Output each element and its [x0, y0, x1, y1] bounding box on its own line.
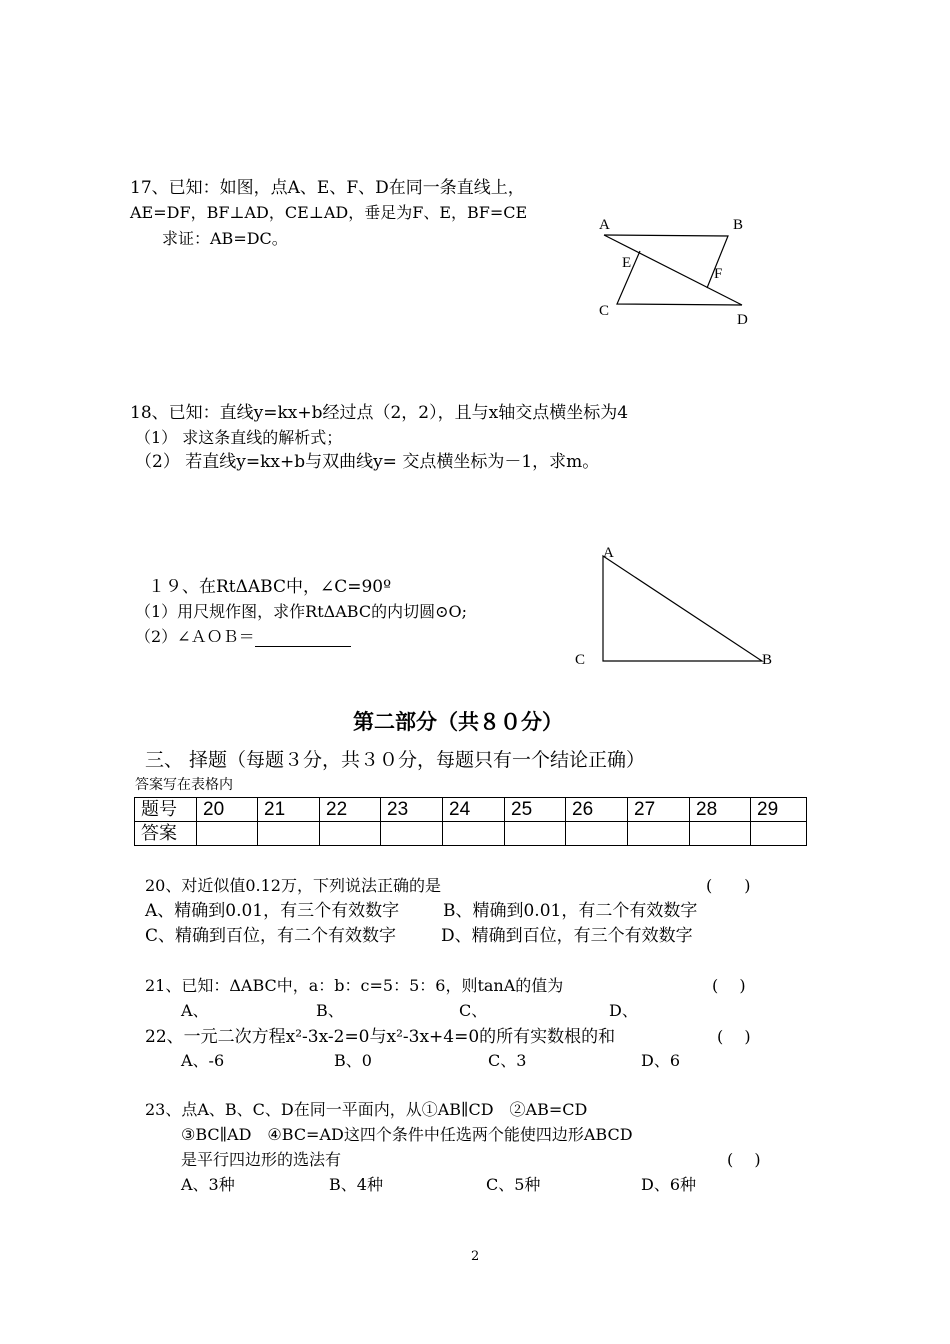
table-cell-number: 21 — [258, 798, 320, 822]
q23-line2: ③BC∥AD ④BC=AD这四个条件中任选两个能使四边形ABCD — [181, 1125, 633, 1144]
table-cell-number: 24 — [443, 798, 505, 822]
q19-line2: （1）用尺规作图，求作RtΔABC的内切圆⊙O; — [135, 602, 467, 621]
q17-label-a: A — [599, 217, 610, 233]
table-cell-number: 22 — [320, 798, 381, 822]
table-cell-number: 29 — [751, 798, 807, 822]
table-row-numbers — [135, 798, 807, 822]
q23-option-d: D、6种 — [641, 1175, 697, 1194]
table-header-number: 题号 — [135, 798, 197, 822]
table-cell-number: 27 — [628, 798, 690, 822]
q21-stem: 21、已知：ΔABC中，a：b：c=5：5：6，则tanA的值为 — [145, 976, 564, 995]
q17-line1: 17、已知：如图，点A、E、F、D在同一条直线上， — [130, 178, 525, 198]
q20-option-a: A、精确到0.01，有三个有效数字 — [145, 901, 400, 921]
table-header-answer: 答案 — [135, 822, 197, 846]
q20-stem: 20、对近似值0.12万，下列说法正确的是 — [145, 876, 441, 895]
table-cell-number: 28 — [690, 798, 751, 822]
q19-label-b: B — [762, 652, 773, 668]
q18-line1: 18、已知：直线y=kx+b经过点（2，2），且与x轴交点横坐标为4 — [130, 403, 629, 423]
q22-option-a: A、-6 — [181, 1051, 225, 1070]
q19-triangle — [590, 545, 773, 670]
q18-line3: （2） 若直线y=kx+b与双曲线y= 交点横坐标为－1，求m。 — [135, 452, 600, 472]
q17-line2: AE=DF，BF⊥AD，CE⊥AD，垂足为F、E，BF=CE — [130, 203, 528, 222]
q19-label-a: A — [603, 545, 614, 561]
q17-label-d: D — [737, 312, 748, 328]
table-cell-answer[interactable] — [320, 822, 381, 846]
q19-answer-blank — [255, 630, 351, 647]
answer-note: 答案写在表格内 — [135, 777, 233, 793]
table-cell-answer[interactable] — [566, 822, 628, 846]
q20-option-b: B、精确到0.01，有二个有效数字 — [443, 901, 698, 921]
table-cell-answer[interactable] — [751, 822, 807, 846]
q20-option-d: D、精确到百位，有三个有效数字 — [441, 926, 693, 946]
table-cell-number: 25 — [505, 798, 566, 822]
q19-label-c: C — [575, 652, 586, 668]
answer-table — [134, 797, 807, 846]
table-cell-number: 20 — [197, 798, 258, 822]
q20-paren: ( ) — [706, 876, 751, 895]
q21-option-d: D、 — [609, 1001, 638, 1020]
q21-option-b: B、 — [316, 1001, 344, 1020]
table-cell-answer[interactable] — [258, 822, 320, 846]
table-cell-answer[interactable] — [505, 822, 566, 846]
q18-line2: （1） 求这条直线的解析式； — [135, 428, 343, 447]
q22-option-d: D、6 — [641, 1051, 681, 1070]
q23-option-a: A、3种 — [181, 1175, 235, 1194]
q20-option-c: C、精确到百位，有二个有效数字 — [145, 926, 397, 946]
q23-line3: 是平行四边形的选法有 — [181, 1150, 342, 1169]
table-cell-answer[interactable] — [381, 822, 443, 846]
table-cell-answer[interactable] — [197, 822, 258, 846]
q17-line3: 求证：AB=DC。 — [162, 229, 288, 248]
q17-label-c: C — [599, 303, 610, 319]
section-heading: 三、 择题（每题３分，共３０分，每题只有一个结论正确） — [145, 749, 646, 771]
q19-line1: １９、在RtΔABC中，∠C=90º — [148, 577, 392, 597]
q23-option-c: C、5种 — [486, 1175, 541, 1194]
q22-stem: 22、一元二次方程x²-3x-2=0与x²-3x+4=0的所有实数根的和 — [145, 1027, 616, 1047]
q23-line1: 23、点A、B、C、D在同一平面内，从①AB∥CD ②AB=CD — [145, 1100, 588, 1119]
table-cell-number: 23 — [381, 798, 443, 822]
q22-option-b: B、0 — [334, 1051, 372, 1070]
q21-option-a: A、 — [181, 1001, 209, 1020]
part2-title: 第二部分（共８０分） — [353, 710, 563, 734]
q21-option-c: C、 — [459, 1001, 488, 1020]
table-cell-answer[interactable] — [628, 822, 690, 846]
q17-label-f: F — [714, 266, 723, 282]
q21-paren: ( ) — [712, 976, 746, 995]
table-cell-answer[interactable] — [690, 822, 751, 846]
table-cell-answer[interactable] — [443, 822, 505, 846]
q17-label-b: B — [733, 217, 744, 233]
q23-paren: ( ) — [727, 1150, 761, 1169]
q22-paren: ( ) — [717, 1027, 751, 1046]
q22-option-c: C、3 — [488, 1051, 527, 1070]
page-number: 2 — [471, 1249, 480, 1264]
q23-option-b: B、4种 — [329, 1175, 383, 1194]
q19-line3: （2）∠ＡＯＢ＝ — [135, 627, 351, 647]
table-row-answers — [135, 822, 807, 846]
q17-label-e: E — [622, 255, 632, 271]
table-cell-number: 26 — [566, 798, 628, 822]
